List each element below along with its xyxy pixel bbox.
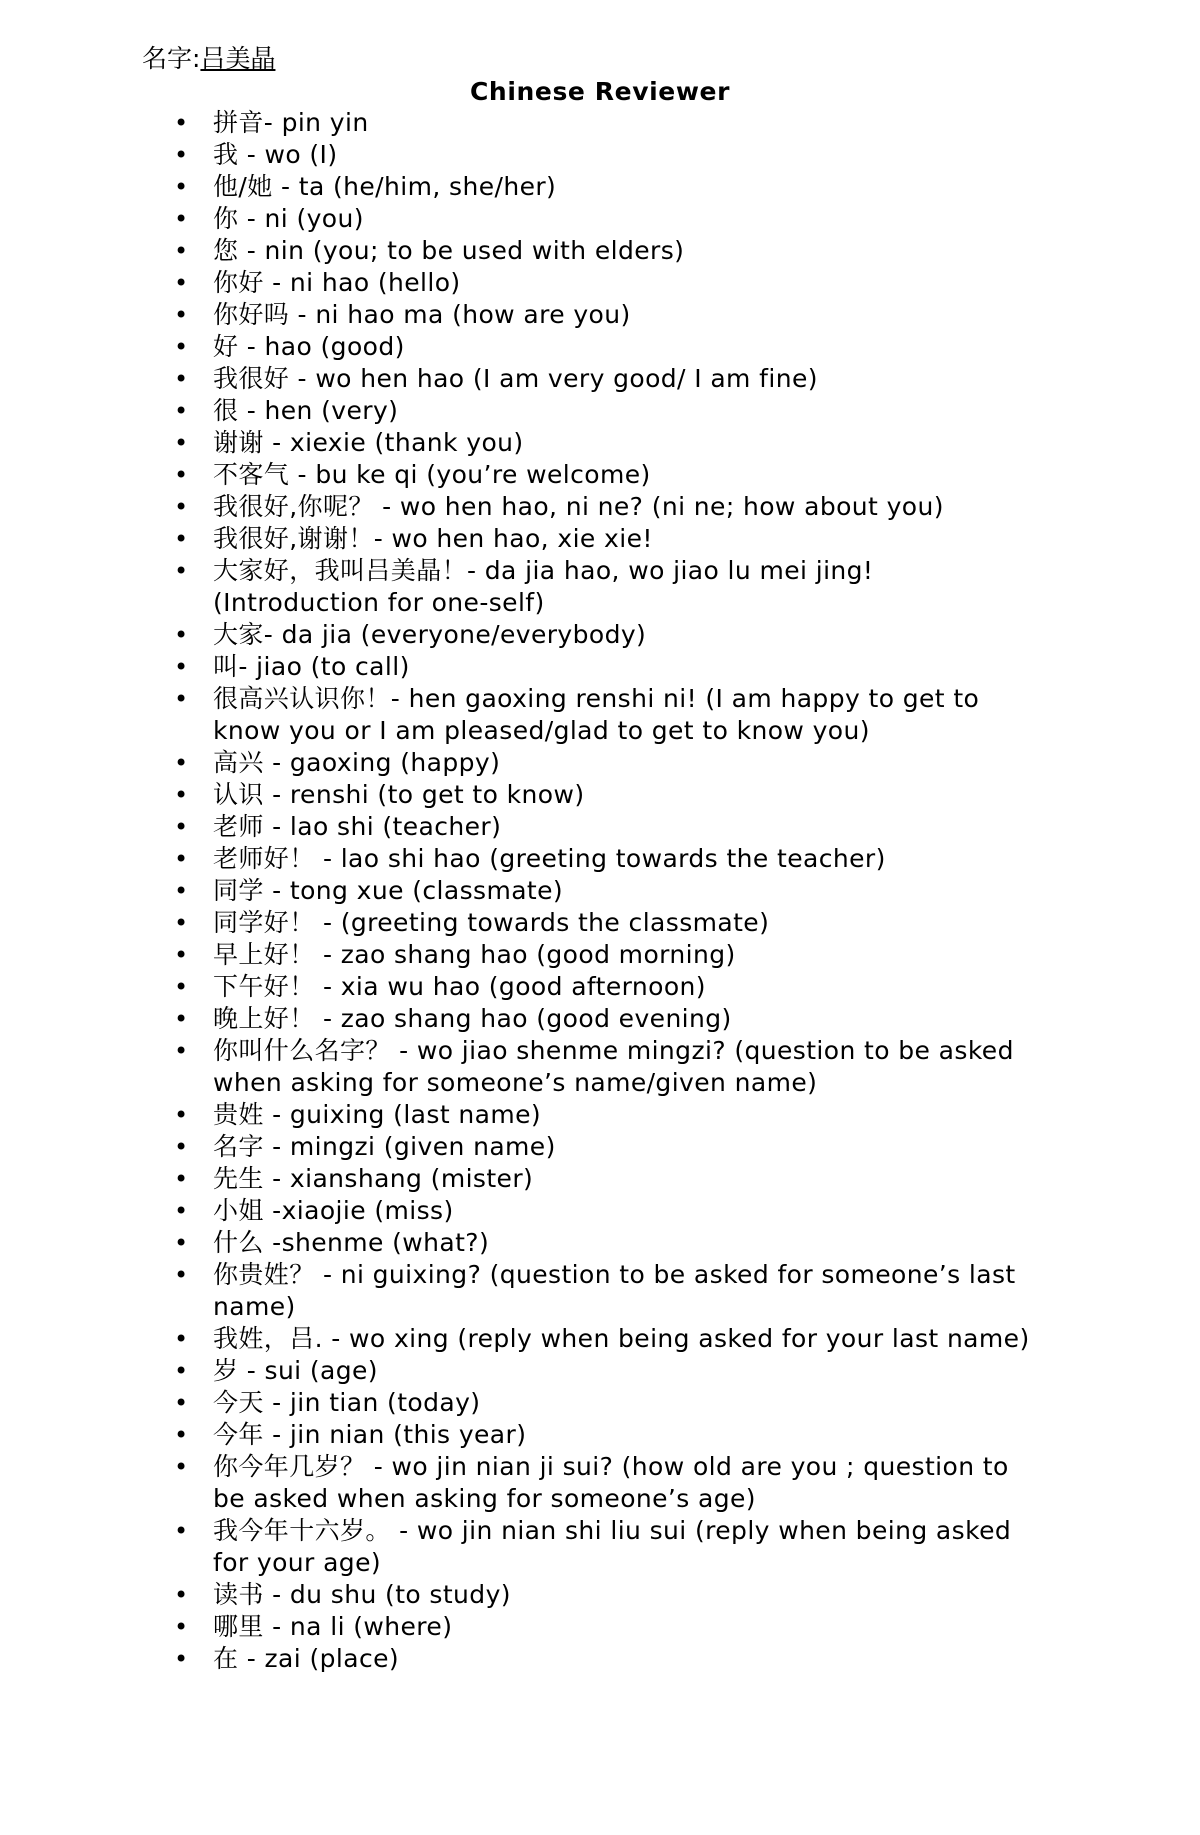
bullet-icon: •: [174, 1325, 189, 1353]
bullet-icon: •: [174, 1229, 189, 1257]
vocab-text: 你好吗 - ni hao ma (how are you): [213, 300, 631, 329]
vocab-item: [0, 1451, 1200, 1515]
vocab-text: 我很好 - wo hen hao (I am very good/ I am fine): [213, 364, 818, 393]
vocab-text: 在 - zai (place): [213, 1644, 400, 1673]
vocab-item: [0, 555, 1200, 619]
bullet-icon: •: [174, 1645, 189, 1673]
bullet-icon: •: [174, 845, 189, 873]
vocab-text: 你 - ni (you): [213, 204, 364, 233]
vocab-item: [0, 1387, 1200, 1419]
vocab-text: 先生 - xianshang (mister): [213, 1164, 534, 1193]
bullet-icon: •: [174, 813, 189, 841]
vocab-text: 我 - wo (I): [213, 140, 338, 169]
vocab-text: 很高兴认识你！- hen gaoxing renshi ni! (I am happy to get to know you or I am pleased/glad to get to know you): [213, 684, 980, 745]
vocab-item: [0, 491, 1200, 523]
vocab-text: 我很好,谢谢！- wo hen hao, xie xie!: [213, 524, 653, 553]
bullet-icon: •: [174, 429, 189, 457]
vocab-item: [0, 331, 1200, 363]
vocab-item: [0, 939, 1200, 971]
vocab-item: [0, 1323, 1200, 1355]
bullet-icon: •: [174, 173, 189, 201]
vocab-text: 你今年几岁？ - wo jin nian ji sui? (how old are you ; question to be asked when asking for someone’s age): [213, 1452, 1009, 1513]
vocab-item: [0, 1227, 1200, 1259]
vocab-text: 认识 - renshi (to get to know): [213, 780, 585, 809]
vocab-item: [0, 299, 1200, 331]
vocab-text: 老师 - lao shi (teacher): [213, 812, 502, 841]
vocab-item: [0, 651, 1200, 683]
vocab-item: [0, 1195, 1200, 1227]
vocab-text: 我姓，吕. - wo xing (reply when being asked for your last name): [213, 1324, 1030, 1353]
bullet-icon: •: [174, 1517, 189, 1545]
vocab-item: [0, 1259, 1200, 1323]
vocab-text: 高兴 - gaoxing (happy): [213, 748, 501, 777]
bullet-icon: •: [174, 557, 189, 585]
vocab-item: [0, 1579, 1200, 1611]
name-label: 名字:: [142, 44, 201, 73]
vocab-item: [0, 1355, 1200, 1387]
vocab-item: [0, 1035, 1200, 1099]
vocab-text: 名字 - mingzi (given name): [213, 1132, 556, 1161]
vocab-text: 晚上好！ - zao shang hao (good evening): [213, 1004, 732, 1033]
vocab-item: [0, 1643, 1200, 1675]
vocab-text: 同学 - tong xue (classmate): [213, 876, 564, 905]
vocab-item: [0, 907, 1200, 939]
vocab-item: [0, 107, 1200, 139]
vocab-text: 您 - nin (you; to be used with elders): [213, 236, 685, 265]
bullet-icon: •: [174, 525, 189, 553]
vocab-item: [0, 843, 1200, 875]
vocab-item: [0, 235, 1200, 267]
vocab-text: 拼音- pin yin: [213, 108, 369, 137]
vocab-item: [0, 1515, 1200, 1579]
bullet-icon: •: [174, 1133, 189, 1161]
bullet-icon: •: [174, 1261, 189, 1289]
bullet-icon: •: [174, 877, 189, 905]
bullet-icon: •: [174, 397, 189, 425]
bullet-icon: •: [174, 1389, 189, 1417]
bullet-icon: •: [174, 1005, 189, 1033]
vocab-item: [0, 1003, 1200, 1035]
document-title: Chinese Reviewer: [469, 77, 730, 106]
vocab-item: [0, 427, 1200, 459]
bullet-icon: •: [174, 621, 189, 649]
bullet-icon: •: [174, 141, 189, 169]
vocab-item: [0, 683, 1200, 747]
bullet-icon: •: [174, 685, 189, 713]
vocab-text: 大家好，我叫吕美晶！- da jia hao, wo jiao lu mei jing! (Introduction for one-self): [213, 556, 874, 617]
vocab-item: [0, 1131, 1200, 1163]
vocab-text: 下午好！ - xia wu hao (good afternoon): [213, 972, 706, 1001]
vocab-item: [0, 811, 1200, 843]
bullet-icon: •: [174, 109, 189, 137]
bullet-icon: •: [174, 749, 189, 777]
bullet-icon: •: [174, 269, 189, 297]
vocab-text: 你贵姓？ - ni guixing? (question to be asked for someone’s last name): [213, 1260, 1016, 1321]
vocab-item: [0, 875, 1200, 907]
name-value: 吕美晶: [200, 44, 276, 73]
vocab-text: 岁 - sui (age): [213, 1356, 378, 1385]
vocab-item: [0, 747, 1200, 779]
vocab-item: [0, 267, 1200, 299]
vocab-text: 小姐 -xiaojie (miss): [213, 1196, 454, 1225]
vocab-item: [0, 203, 1200, 235]
vocab-item: [0, 139, 1200, 171]
bullet-icon: •: [174, 941, 189, 969]
vocab-text: 你叫什么名字？ - wo jiao shenme mingzi? (question to be asked when asking for someone’s name/given name): [213, 1036, 1014, 1097]
vocab-text: 他/她 - ta (he/him, she/her): [213, 172, 557, 201]
bullet-icon: •: [174, 653, 189, 681]
bullet-icon: •: [174, 1421, 189, 1449]
vocab-item: [0, 395, 1200, 427]
bullet-icon: •: [174, 1165, 189, 1193]
vocab-item: [0, 619, 1200, 651]
vocab-item: [0, 459, 1200, 491]
bullet-icon: •: [174, 461, 189, 489]
vocab-text: 什么 -shenme (what?): [213, 1228, 490, 1257]
bullet-icon: •: [174, 781, 189, 809]
vocab-text: 叫- jiao (to call): [213, 652, 410, 681]
bullet-icon: •: [174, 301, 189, 329]
vocab-text: 我很好,你呢？ - wo hen hao, ni ne? (ni ne; how about you): [213, 492, 944, 521]
bullet-icon: •: [174, 237, 189, 265]
vocab-text: 谢谢 - xiexie (thank you): [213, 428, 524, 457]
vocab-text: 早上好！ - zao shang hao (good morning): [213, 940, 736, 969]
vocab-text: 老师好！ - lao shi hao (greeting towards the teacher): [213, 844, 886, 873]
vocab-item: [0, 1163, 1200, 1195]
vocab-item: [0, 1611, 1200, 1643]
vocab-text: 你好 - ni hao (hello): [213, 268, 461, 297]
vocab-text: 我今年十六岁。 - wo jin nian shi liu sui (reply when being asked for your age): [213, 1516, 1012, 1577]
vocab-text: 同学好！ - (greeting towards the classmate): [213, 908, 770, 937]
bullet-icon: •: [174, 1613, 189, 1641]
vocab-text: 读书 - du shu (to study): [213, 1580, 511, 1609]
bullet-icon: •: [174, 493, 189, 521]
vocab-item: [0, 363, 1200, 395]
bullet-icon: •: [174, 1197, 189, 1225]
vocab-item: [0, 779, 1200, 811]
vocab-text: 大家- da jia (everyone/everybody): [213, 620, 647, 649]
bullet-icon: •: [174, 365, 189, 393]
bullet-icon: •: [174, 1581, 189, 1609]
bullet-icon: •: [174, 1037, 189, 1065]
bullet-icon: •: [174, 1101, 189, 1129]
bullet-icon: •: [174, 333, 189, 361]
vocab-text: 今年 - jin nian (this year): [213, 1420, 527, 1449]
bullet-icon: •: [174, 973, 189, 1001]
bullet-icon: •: [174, 205, 189, 233]
vocab-item: [0, 971, 1200, 1003]
bullet-icon: •: [174, 1357, 189, 1385]
vocab-text: 很 - hen (very): [213, 396, 399, 425]
vocab-item: [0, 1419, 1200, 1451]
vocab-text: 今天 - jin tian (today): [213, 1388, 481, 1417]
vocab-item: [0, 1099, 1200, 1131]
vocab-text: 贵姓 - guixing (last name): [213, 1100, 542, 1129]
vocab-text: 哪里 - na li (where): [213, 1612, 453, 1641]
vocab-item: [0, 523, 1200, 555]
vocab-text: 好 - hao (good): [213, 332, 405, 361]
vocab-item: [0, 171, 1200, 203]
name-line: [142, 44, 275, 74]
bullet-icon: •: [174, 1453, 189, 1481]
vocab-text: 不客气 - bu ke qi (you’re welcome): [213, 460, 651, 489]
bullet-icon: •: [174, 909, 189, 937]
vocab-list: [0, 107, 1200, 1675]
